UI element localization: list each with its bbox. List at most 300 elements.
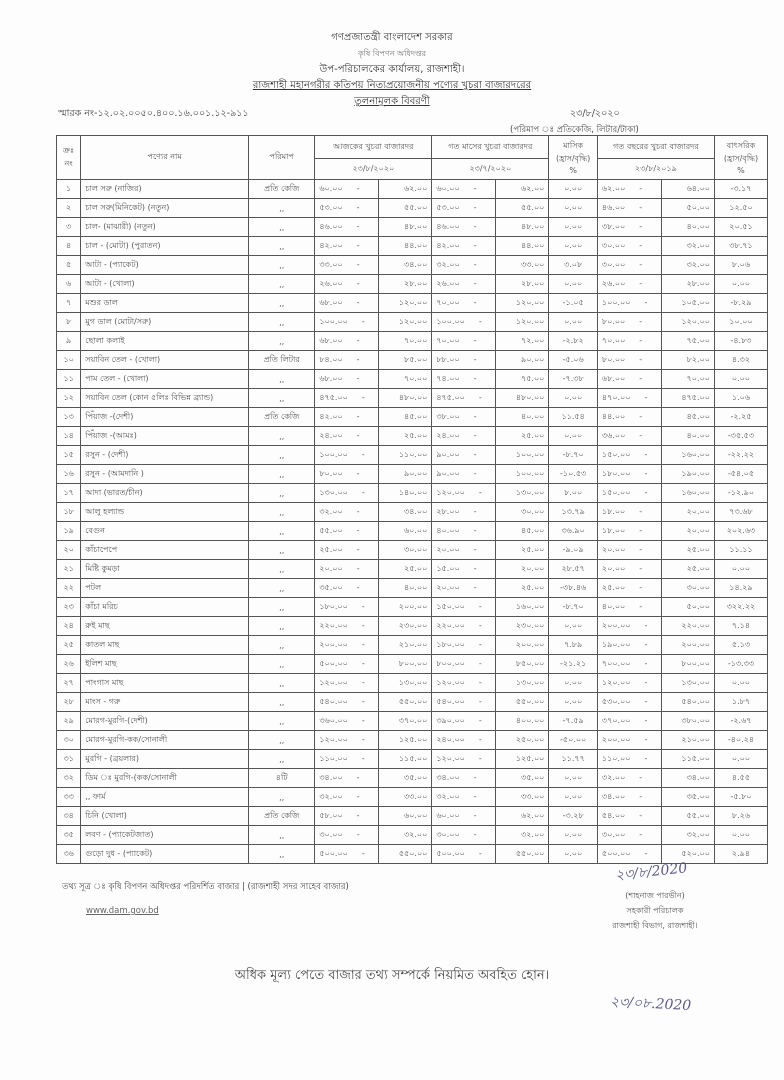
last-year-high-cell: ২৮.০০ (661, 275, 714, 294)
serial-cell: ১৪ (57, 427, 81, 446)
product-name-cell: মিষ্টি কুমড়া (81, 560, 249, 579)
signature-1: ২৩/৮/2020 (614, 860, 688, 884)
product-name-cell: লবণ - (প্যাকেটজাত) (81, 826, 249, 845)
unit-cell: ,, (249, 617, 315, 636)
serial-cell: ১৩ (57, 408, 81, 427)
last-year-high-cell: ২০.০০ (661, 503, 714, 522)
yearly-change-cell: ০.০০ (714, 674, 767, 693)
today-high-cell: ১২৫.০০ (379, 731, 432, 750)
today-low-cell: ২২০.০০ - (315, 617, 379, 636)
unit-cell: ,, (249, 598, 315, 617)
serial-cell: ২২ (57, 579, 81, 598)
signatory-name: (শাহনাজ পারভীন) (625, 891, 685, 900)
memo-number: স্মারক নং-১২.০২.০০৫০.৪০০.১৬.০০১.১২-৯১১ (58, 108, 249, 119)
serial-cell: ২৪ (57, 617, 81, 636)
today-low-cell: ৫০০.০০ - (315, 845, 379, 864)
product-name-cell: মোরগ-মুরগি-কক/সোনালী (81, 731, 249, 750)
product-name-cell: চাল - (মোটা) (পুরাতন) (81, 237, 249, 256)
last-month-high-cell: ১৩০.০০ (496, 484, 549, 503)
yearly-change-cell: ৪.৫৫ (714, 769, 767, 788)
last-year-low-cell: ৪৪.০০ - (597, 408, 661, 427)
last-year-low-cell: ৩০.০০ - (597, 237, 661, 256)
table-row (57, 617, 768, 636)
last-month-high-cell: ৩৩.০০ (496, 256, 549, 275)
unit-cell: ,, (249, 313, 315, 332)
signatory-office: রাজশাহী বিভাগ, রাজশাহী। (612, 921, 698, 930)
serial-cell: ১০ (57, 351, 81, 370)
today-high-cell: ৫৫০.০০ (379, 693, 432, 712)
today-low-cell: ৮০.০০ - (315, 465, 379, 484)
today-high-cell: ২০০.০০ (379, 598, 432, 617)
yearly-change-cell: -৫.৮০ (714, 788, 767, 807)
product-name-cell: আদা (ভারত/চীন) (81, 484, 249, 503)
monthly-change-cell: ০.০০ (549, 769, 598, 788)
last-year-high-cell: ৭০.০০ (661, 370, 714, 389)
last-year-low-cell: ৬৮.০০ - (597, 370, 661, 389)
last-year-high-cell: ৫২০.০০ (661, 845, 714, 864)
last-month-low-cell: ১২০.০০ - (432, 750, 496, 769)
today-low-cell: ৪৬.০০ - (315, 218, 379, 237)
unit-cell: ,, (249, 370, 315, 389)
today-low-cell: ৩২.০০ - (315, 503, 379, 522)
product-name-cell: মাংস - গরু (81, 693, 249, 712)
header-last-month-date: ২৩/৭/২০২০ (432, 159, 549, 180)
serial-cell: ২৩ (57, 598, 81, 617)
product-name-cell: পটল (81, 579, 249, 598)
last-month-high-cell: ৪০০.০০ (496, 712, 549, 731)
monthly-change-cell: -৮.৭০ (549, 446, 598, 465)
today-high-cell: ৪৮০.০০ (379, 389, 432, 408)
yearly-change-cell: ১.০৬ (714, 389, 767, 408)
today-high-cell: ৩৪.০০ (379, 256, 432, 275)
monthly-change-cell: ৮.০০ (549, 484, 598, 503)
yearly-change-cell: -৩.১৭ (714, 180, 767, 199)
website-link[interactable]: www.dam.gov.bd (86, 906, 159, 916)
serial-cell: ৬ (57, 275, 81, 294)
last-month-high-cell: ১২০.০০ (496, 313, 549, 332)
yearly-change-cell: ১১.১১ (714, 541, 767, 560)
last-year-low-cell: ২৫.০০ - (597, 579, 661, 598)
last-month-low-cell: ৮০০.০০ - (432, 655, 496, 674)
last-month-high-cell: ১২০.০০ (496, 294, 549, 313)
serial-cell: ৮ (57, 313, 81, 332)
report-date: ২৩/৮/২০২০ (570, 108, 620, 119)
unit-cell: ৪টি (249, 769, 315, 788)
monthly-change-cell: ০.০০ (549, 237, 598, 256)
unit-cell: প্রতি লিটার (249, 351, 315, 370)
unit-cell: প্রতি কেজি (249, 180, 315, 199)
today-high-cell: ২৫.০০ (379, 427, 432, 446)
last-month-low-cell: ১০০.০০ - (432, 313, 496, 332)
today-high-cell: ৪৪.০০ (379, 237, 432, 256)
last-month-low-cell: ৬০.০০ - (432, 180, 496, 199)
last-year-low-cell: ৩০.০০ - (597, 256, 661, 275)
product-name-cell: কাঁচা মরিচ (81, 598, 249, 617)
yearly-change-cell: ৮.২৬ (714, 807, 767, 826)
yearly-change-cell: ৫.১৩ (714, 636, 767, 655)
last-year-high-cell: ১৬০.০০ (661, 446, 714, 465)
monthly-change-cell: -২১.২১ (549, 655, 598, 674)
unit-cell: ,, (249, 731, 315, 750)
unit-cell: ,, (249, 693, 315, 712)
today-low-cell: ৩৪.০০ - (315, 769, 379, 788)
monthly-change-cell: -১০.৫৩ (549, 465, 598, 484)
product-name-cell: কাঁচাপেপে (81, 541, 249, 560)
signatory-block (560, 888, 750, 933)
monthly-change-cell: ১১.৫৪ (549, 408, 598, 427)
last-month-high-cell: ৭৫.০০ (496, 370, 549, 389)
last-year-high-cell: ২৫.০০ (661, 541, 714, 560)
today-low-cell: ২৫.০০ - (315, 541, 379, 560)
last-year-low-cell: ২০.০০ - (597, 541, 661, 560)
last-month-low-cell: ৩২.০০ - (432, 788, 496, 807)
last-year-low-cell: ৮০.০০ - (597, 313, 661, 332)
monthly-change-cell: ০.০০ (549, 199, 598, 218)
yearly-change-cell: ০.০০ (714, 826, 767, 845)
last-year-high-cell: ৩৫.০০ (661, 788, 714, 807)
yearly-change-cell: ৪.৩২ (714, 351, 767, 370)
table-row (57, 560, 768, 579)
monthly-change-cell: ১১.৭৭ (549, 750, 598, 769)
monthly-change-cell: -৯.০৯ (549, 541, 598, 560)
serial-cell: ২৫ (57, 636, 81, 655)
yearly-change-cell: ০.০০ (714, 560, 767, 579)
unit-cell: ,, (249, 845, 315, 864)
product-name-cell: গুড়ো দুধ - (প্যাকেট) (81, 845, 249, 864)
today-low-cell: ১৮০.০০ - (315, 598, 379, 617)
last-year-low-cell: ১১০.০০ - (597, 750, 661, 769)
last-year-low-cell: ১২০.০০ - (597, 674, 661, 693)
last-year-high-cell: ৮২.০০ (661, 351, 714, 370)
last-year-low-cell: ৫০০.০০ - (597, 845, 661, 864)
product-name-cell: পাম তেল - (খোলা) (81, 370, 249, 389)
last-month-low-cell: ৭৪.০০ - (432, 370, 496, 389)
today-high-cell: ২৩০.০০ (379, 617, 432, 636)
today-low-cell: ৬৮.০০ - (315, 332, 379, 351)
table-row (57, 693, 768, 712)
serial-cell: ১ (57, 180, 81, 199)
header-last-year-date: ২৩/৮/২০১৯ (597, 159, 714, 180)
unit-cell: ,, (249, 484, 315, 503)
last-month-low-cell: ৭০.০০ - (432, 332, 496, 351)
last-year-high-cell: ৭৫.০০ (661, 332, 714, 351)
last-month-low-cell: ৯০.০০ - (432, 465, 496, 484)
last-month-high-cell: ২০.০০ (496, 560, 549, 579)
yearly-change-cell: ১০.০০ (714, 313, 767, 332)
today-low-cell: ৪২.০০ - (315, 408, 379, 427)
monthly-change-cell: -৭.৫৯ (549, 712, 598, 731)
serial-cell: ১৫ (57, 446, 81, 465)
table-row (57, 370, 768, 389)
table-row (57, 351, 768, 370)
today-low-cell: ৩৫.০০ - (315, 579, 379, 598)
last-year-low-cell: ৭০০.০০ - (597, 655, 661, 674)
slogan: অধিক মূল্য পেতে বাজার তথ্য সম্পর্কে নিয়মিত অবহিত হোন। (234, 968, 550, 983)
last-year-low-cell: ১৮.০০ - (597, 503, 661, 522)
today-low-cell: ৩২.০০ - (315, 788, 379, 807)
last-year-low-cell: ৭০.০০ - (597, 332, 661, 351)
table-row (57, 674, 768, 693)
monthly-change-cell: -২.৮২ (549, 332, 598, 351)
signatory-title: সহকারী পরিচালক (626, 906, 684, 915)
last-year-low-cell: ৪৭০.০০ - (597, 389, 661, 408)
serial-cell: ২৭ (57, 674, 81, 693)
table-row (57, 199, 768, 218)
unit-cell: ,, (249, 636, 315, 655)
monthly-change-cell: -৭.৩৮ (549, 370, 598, 389)
today-low-cell: ৩৬০.০০ - (315, 712, 379, 731)
last-month-high-cell: ৩৩.০০ (496, 788, 549, 807)
last-month-high-cell: ৪০.০০ (496, 408, 549, 427)
monthly-change-cell: -৩৮.৪৬ (549, 579, 598, 598)
serial-cell: ৩৪ (57, 807, 81, 826)
header-yearly-change: বাৎসরিক (হ্রাস/বৃদ্ধি) % (714, 136, 767, 180)
today-low-cell: ৬৮.০০ - (315, 294, 379, 313)
last-month-low-cell: ২২০.০০ - (432, 617, 496, 636)
last-month-low-cell: ২৪০.০০ - (432, 731, 496, 750)
price-comparison-table (56, 135, 768, 864)
header-product-name: পণ্যের নাম (81, 136, 249, 180)
last-month-high-cell: ৬২.০০ (496, 807, 549, 826)
last-month-high-cell: ৭২.০০ (496, 332, 549, 351)
product-name-cell: চাল সরু(মিনিকেট) (নতুন) (81, 199, 249, 218)
yearly-change-cell: -২.৬৭ (714, 712, 767, 731)
serial-cell: ২০ (57, 541, 81, 560)
yearly-change-cell: ১.৮৭ (714, 693, 767, 712)
last-month-high-cell: ৬২.০০ (496, 180, 549, 199)
today-low-cell: ২০.০০ - (315, 560, 379, 579)
last-year-low-cell: ২০.০০ - (597, 560, 661, 579)
last-year-high-cell: ৩২.০০ (661, 237, 714, 256)
yearly-change-cell: -৩৫.৫৩ (714, 427, 767, 446)
header-last-month-price: গত মাসের খুচরা বাজারদর (432, 136, 549, 159)
table-row (57, 541, 768, 560)
monthly-change-cell: ২৮.৫৭ (549, 560, 598, 579)
last-year-high-cell: ৫৪০.০০ (661, 693, 714, 712)
last-month-high-cell: ৩০.০০ (496, 503, 549, 522)
last-month-low-cell: ১৮০.০০ - (432, 636, 496, 655)
last-month-high-cell: ১৬০.০০ (496, 598, 549, 617)
table-row (57, 826, 768, 845)
today-low-cell: ২৬.০০ - (315, 275, 379, 294)
today-high-cell: ৮৫.০০ (379, 351, 432, 370)
today-low-cell: ৪৭৫.০০ - (315, 389, 379, 408)
header-unit: পরিমাপ (249, 136, 315, 180)
serial-cell: ১৮ (57, 503, 81, 522)
serial-cell: ২ (57, 199, 81, 218)
header-today-price: আজকের খুচরা বাজারদর (315, 136, 432, 159)
header-monthly-change: মাসিক (হ্রাস/বৃদ্ধি) % (549, 136, 598, 180)
unit-cell: ,, (249, 218, 315, 237)
last-year-low-cell: ১৫০.০০ - (597, 484, 661, 503)
last-year-high-cell: ১১৫.০০ (661, 750, 714, 769)
monthly-change-cell: ০.০০ (549, 218, 598, 237)
monthly-change-cell: ৩৬.৯০ (549, 522, 598, 541)
last-year-high-cell: ১৯০.০০ (661, 465, 714, 484)
table-row (57, 218, 768, 237)
table-row (57, 237, 768, 256)
product-name-cell: সয়াবিন তেল - (খোলা) (81, 351, 249, 370)
table-row (57, 446, 768, 465)
signature-2-date: ২৩/০৮.2020 (609, 993, 692, 1015)
unit-cell: ,, (249, 446, 315, 465)
monthly-change-cell: ০.০০ (549, 180, 598, 199)
product-name-cell: কাতল মাছ (81, 636, 249, 655)
serial-cell: ৯ (57, 332, 81, 351)
last-year-high-cell: ৪৫.০০ (661, 408, 714, 427)
last-month-high-cell: ২৫০.০০ (496, 731, 549, 750)
serial-cell: ৩৩ (57, 788, 81, 807)
unit-cell: ,, (249, 237, 315, 256)
last-month-high-cell: ৫৫০.০০ (496, 693, 549, 712)
today-high-cell: ৩৩.০০ (379, 788, 432, 807)
unit-note: (পরিমাপ ঃ প্রতিকেজি, লিটার/টাকা) (510, 125, 639, 135)
unit-cell: ,, (249, 275, 315, 294)
last-year-high-cell: ৩২.০০ (661, 256, 714, 275)
monthly-change-cell: ০.০০ (549, 674, 598, 693)
last-month-high-cell: ১২৫.০০ (496, 750, 549, 769)
last-year-low-cell: ১০০.০০ - (597, 294, 661, 313)
today-high-cell: ৬০.০০ (379, 807, 432, 826)
today-high-cell: ৫৫.০০ (379, 199, 432, 218)
unit-cell: ,, (249, 199, 315, 218)
today-high-cell: ২১০.০০ (379, 636, 432, 655)
today-high-cell: ৭০.০০ (379, 332, 432, 351)
yearly-change-cell: ৩৮.৭১ (714, 237, 767, 256)
today-low-cell: ১২০.০০ - (315, 731, 379, 750)
last-month-low-cell: ৩৮.০০ - (432, 408, 496, 427)
last-month-low-cell: ২৮.০০ - (432, 503, 496, 522)
last-month-high-cell: ৪৫.০০ (496, 522, 549, 541)
product-name-cell: রসুন - (দেশী) (81, 446, 249, 465)
table-row (57, 598, 768, 617)
table-row (57, 427, 768, 446)
last-month-low-cell: ৪২.০০ - (432, 237, 496, 256)
last-year-high-cell: ১০৫.০০ (661, 294, 714, 313)
unit-cell: ,, (249, 655, 315, 674)
monthly-change-cell: -৫০.০০ (549, 731, 598, 750)
today-high-cell: ২৮.০০ (379, 275, 432, 294)
serial-cell: ২৮ (57, 693, 81, 712)
monthly-change-cell: ০.০০ (549, 275, 598, 294)
header-today-date: ২৩/৮/২০২০ (315, 159, 432, 180)
product-name-cell: পাংগাস মাছ (81, 674, 249, 693)
serial-cell: ৩৫ (57, 826, 81, 845)
last-year-high-cell: ৫০.০০ (661, 199, 714, 218)
last-month-low-cell: ৫০০.০০ - (432, 845, 496, 864)
monthly-change-cell: ৭.৮৯ (549, 636, 598, 655)
today-low-cell: ১২০.০০ - (315, 674, 379, 693)
last-month-high-cell: ৪৮০.০০ (496, 389, 549, 408)
last-month-high-cell: ৩৫.০০ (496, 769, 549, 788)
document-header (0, 30, 784, 110)
yearly-change-cell: ৩২২.২২ (714, 598, 767, 617)
last-year-high-cell: ৩৮০.০০ (661, 712, 714, 731)
data-source: তথ্য সূত্র ঃ কৃষি বিপণন অধিদপ্তর পরিদর্শিত বাজার | (রাজশাহী সদর সাহেব বাজার) (62, 882, 349, 892)
last-month-high-cell: ২৫.০০ (496, 541, 549, 560)
unit-cell: ,, (249, 826, 315, 845)
table-row (57, 275, 768, 294)
table-row (57, 389, 768, 408)
yearly-change-cell: -২.২৫ (714, 408, 767, 427)
last-year-high-cell: ৫৫.০০ (661, 807, 714, 826)
today-low-cell: ২৪.০০ - (315, 427, 379, 446)
table-row (57, 731, 768, 750)
last-year-low-cell: ৫৪.০০ - (597, 807, 661, 826)
last-month-low-cell: ১৫.০০ - (432, 560, 496, 579)
unit-cell: ,, (249, 788, 315, 807)
yearly-change-cell: ১২.৫০ (714, 199, 767, 218)
department-name: কৃষি বিপণন অধিদপ্তর (357, 49, 427, 58)
last-month-high-cell: ২৫.০০ (496, 427, 549, 446)
last-month-high-cell: ২০০.০০ (496, 636, 549, 655)
serial-cell: ২৬ (57, 655, 81, 674)
table-row (57, 256, 768, 275)
today-high-cell: ৩৪.০০ (379, 503, 432, 522)
today-high-cell: ১২০.০০ (379, 294, 432, 313)
unit-cell: ,, (249, 522, 315, 541)
last-month-low-cell: ৫৪০.০০ - (432, 693, 496, 712)
today-low-cell: ৬৮.০০ - (315, 370, 379, 389)
monthly-change-cell: ০.০০ (549, 389, 598, 408)
today-high-cell: ১১৫.০০ (379, 750, 432, 769)
last-year-high-cell: ২২০.০০ (661, 617, 714, 636)
yearly-change-cell: ২০.৫১ (714, 218, 767, 237)
last-month-high-cell: ৫৫০.০০ (496, 845, 549, 864)
unit-cell: ,, (249, 389, 315, 408)
unit-cell: ,, (249, 750, 315, 769)
serial-cell: ৩ (57, 218, 81, 237)
last-month-high-cell: ৫৫.০০ (496, 199, 549, 218)
last-year-low-cell: ২৬.০০ - (597, 275, 661, 294)
last-month-low-cell: ৩০.০০ - (432, 826, 496, 845)
office-name: উপ-পরিচালকের কার্যালয়, রাজশাহী। (319, 64, 465, 75)
yearly-change-cell: -২২.২২ (714, 446, 767, 465)
table-row (57, 465, 768, 484)
govt-title: গণপ্রজাতন্ত্রী বাংলাদেশ সরকার (331, 32, 453, 43)
last-year-low-cell: ৩২.০০ - (597, 769, 661, 788)
serial-cell: ১৭ (57, 484, 81, 503)
serial-cell: ৩৬ (57, 845, 81, 864)
report-subtitle: তুলনামূলক বিবরণী (354, 96, 430, 107)
monthly-change-cell: ০.০০ (549, 617, 598, 636)
serial-cell: ২৯ (57, 712, 81, 731)
product-name-cell: মোরগ-মুরগি-(দেশী) (81, 712, 249, 731)
table-row (57, 313, 768, 332)
last-year-high-cell: ৩৪.০০ (661, 769, 714, 788)
yearly-change-cell: -১২.৯০ (714, 484, 767, 503)
serial-cell: ১২ (57, 389, 81, 408)
today-low-cell: ৬০.০০ - (315, 180, 379, 199)
last-year-high-cell: ২০০.০০ (661, 636, 714, 655)
product-name-cell: পিঁয়াজ -(দেশী) (81, 408, 249, 427)
last-month-low-cell: ২০.০০ - (432, 541, 496, 560)
last-year-low-cell: ৩৬.০০ - (597, 427, 661, 446)
last-year-low-cell: ১৯০.০০ - (597, 636, 661, 655)
monthly-change-cell: ০.০০ (549, 826, 598, 845)
unit-cell: প্রতি কেজি (249, 807, 315, 826)
today-low-cell: ১০০.০০ - (315, 313, 379, 332)
last-year-low-cell: ৪৬.০০ - (597, 199, 661, 218)
last-month-high-cell: ২৮.০০ (496, 275, 549, 294)
today-low-cell: ৫৩.০০ - (315, 199, 379, 218)
today-high-cell: ৭০.০০ (379, 370, 432, 389)
yearly-change-cell: ১৪.২৯ (714, 579, 767, 598)
last-year-high-cell: ২১০.০০ (661, 731, 714, 750)
last-year-high-cell: ৪৭৫.০০ (661, 389, 714, 408)
today-low-cell: ৪২.০০ - (315, 237, 379, 256)
product-name-cell: চাল- (মাঝারী) (নতুন) (81, 218, 249, 237)
